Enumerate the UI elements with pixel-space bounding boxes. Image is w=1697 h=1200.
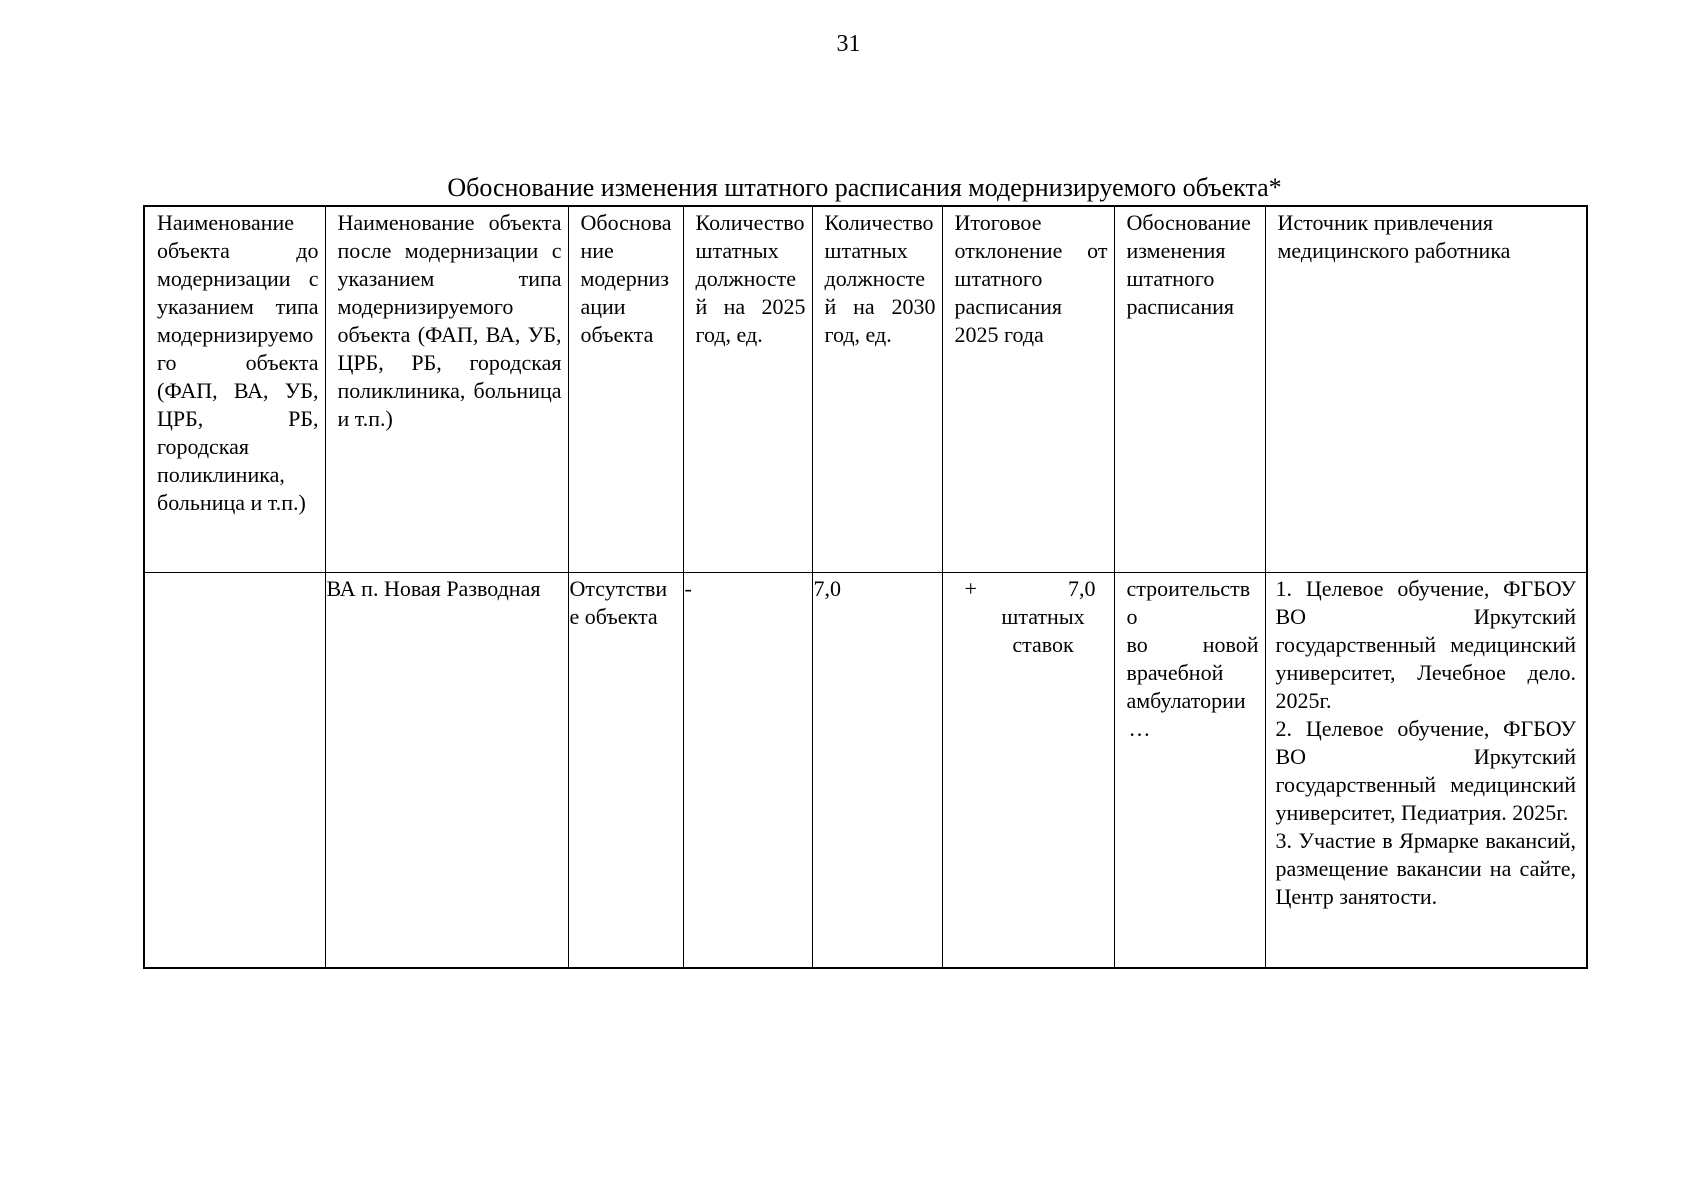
cell-name-after: ВА п. Новая Разводная <box>325 573 568 969</box>
header-source: Источник привлечения медицинского работника <box>1265 206 1587 573</box>
deviation-value-line <box>965 575 1096 603</box>
table-row <box>144 573 1587 969</box>
document-title: Обоснование изменения штатного расписания модернизируемого объекта* <box>447 173 1282 202</box>
header-name-before: Наименование объекта до модернизации с указанием типа модернизируемого объекта (ФАП, ВА, УБ, ЦРБ, РБ, городская поликлиника, больница и т.п.) <box>144 206 325 573</box>
reason-line-2a: во <box>1126 632 1148 657</box>
cell-name-before <box>144 573 325 969</box>
reason-ellipsis: … <box>1128 716 1151 741</box>
deviation-value: 7,0 <box>1068 576 1096 601</box>
cell-positions-2030: 7,0 <box>812 573 942 969</box>
reason-line-2 <box>1127 631 1259 659</box>
cell-staff-change-reason <box>1114 573 1265 969</box>
deviation-unit: штатных ставок <box>1001 604 1085 657</box>
table-header-row <box>144 206 1587 573</box>
reason-line-3: врачебной амбулатории <box>1126 660 1246 713</box>
header-justification: Обоснование модернизации объекта <box>568 206 683 573</box>
page-number: 31 <box>836 31 861 57</box>
source-item-2: 2. Целевое обучение, ФГБОУ ВО Иркутский государственный медицинский университет, Педиатрия. 2025г. <box>1275 716 1576 825</box>
cell-deviation <box>942 573 1114 969</box>
reason-line-1: строительство <box>1126 576 1251 629</box>
header-name-after: Наименование объекта после модернизации с указанием типа модернизируемого объекта (ФАП, ВА, УБ, ЦРБ, РБ, городская поликлиника, больница и т.п.) <box>325 206 568 573</box>
reason-line-2b: новой <box>1202 632 1259 657</box>
source-item-1: 1. Целевое обучение, ФГБОУ ВО Иркутский государственный медицинский университет, Лечебное дело. 2025г. <box>1275 576 1576 713</box>
header-positions-2025: Количество штатных должностей на 2025 год, ед. <box>683 206 812 573</box>
staffing-justification-table <box>143 205 1588 969</box>
header-staff-change-reason: Обоснование изменения штатного расписания <box>1114 206 1265 573</box>
cell-justification: Отсутствие объекта <box>568 573 683 969</box>
source-item-3: 3. Участие в Ярмарке вакансий, размещение вакансии на сайте, Центр занятости. <box>1275 828 1576 909</box>
cell-source <box>1265 573 1587 969</box>
cell-positions-2025: - <box>683 573 812 969</box>
header-positions-2030: Количество штатных должностей на 2030 год, ед. <box>812 206 942 573</box>
header-deviation: Итоговое отклонение от штатного расписания 2025 года <box>942 206 1114 573</box>
deviation-sign: + <box>964 576 977 601</box>
